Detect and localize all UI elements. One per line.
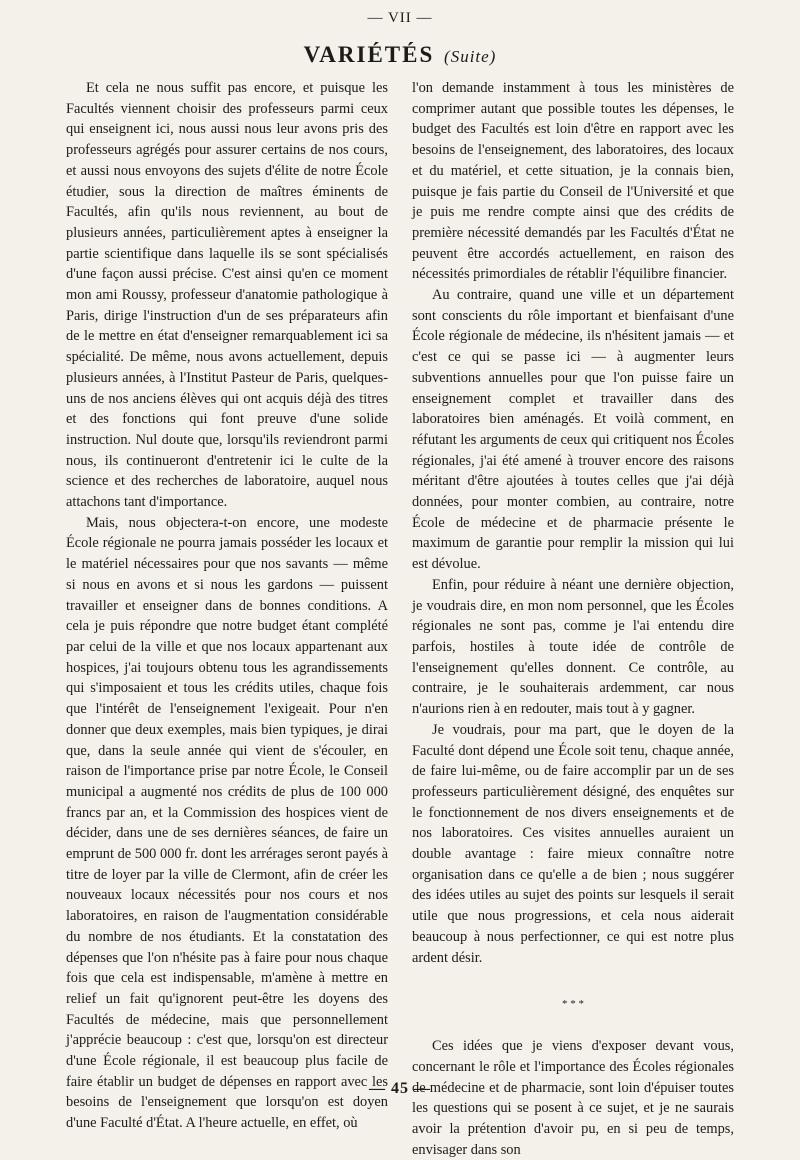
right-column: [412, 78, 734, 1160]
title-subtitle: (Suite): [444, 47, 497, 66]
page-number: — 45 —: [369, 1080, 431, 1097]
section-title: [0, 40, 800, 72]
paragraph: Ces idées que je viens d'exposer devant vous, concernant le rôle et l'importance des Écoles régionales de médecine et de pharmacie, sont loin d'épuiser toutes les questions qui se posent à ce sujet, et je ne saurais avoir la prétention d'avoir pu, en si peu de temps, envisager dans son: [412, 1038, 734, 1158]
paragraph: Enfin, pour réduire à néant une dernière objection, je voudrais dire, en mon nom personnel, que les Écoles régionales ne sont pas, comme je l'ai entendu dire parfois, hostiles à toute idée de contrôle de l'enseignement qu'elles donnent. Ce contrôle, au contraire, je le souhaiterais ardemment, car nous n'aurions rien à en redouter, mais tout à y gagner.: [412, 576, 734, 718]
left-column: [66, 78, 388, 1134]
paragraph: Je voudrais, pour ma part, que le doyen de la Faculté dont dépend une École soit tenu, chaque année, de faire lui-même, ou de faire accomplir par un de ses professeurs particulièrement désigné, des enquêtes sur le fonctionnement de nos divers enseignements et de nos laboratoires. Ces visites annuelles auraient un double avantage : faire mieux connaître notre organisation dans ce qu'elle a de bien ; nous suggérer des idées utiles au sujet des points sur lesquels il serait utile que nous progressions, et cela nous aiderait beaucoup à nous perfectionner, ce qui est notre plus ardent désir.: [412, 721, 734, 966]
paragraph: Et cela ne nous suffit pas encore, et puisque les Facultés viennent choisir des professeurs parmi ceux qui enseignent ici, nous aussi nous leur avons pris des professeurs agrégés pour assurer certains de nos cours, et aussi nous envoyons des sujets d'élite de notre École étudier, sous la direction de maîtres éminents de Facultés, afin qu'ils nous reviennent, au bout de plusieurs années, particulièrement aptes à enseigner la partie scientifique dans laquelle ils se sont spécialisés d'une façon aussi précise. C'est ainsi qu'en ce moment mon ami Roussy, professeur d'anatomie pathologique à Paris, dirige l'instruction d'un de ses préparateurs afin de le mettre en état d'enseigner remarquablement ici sa spécialité. De même, nous avons actuellement, depuis plusieurs années, à l'Institut Pasteur de Paris, quelques-uns de nos anciens élèves qui ont acquis déjà des titres et des fonctions qui font preuve d'une solide instruction. Nul doute que, lorsqu'ils reviendront parmi nous, ils continueront d'entretenir ici le culte de la science et des recherches de laboratoire, auquel nous attachons tant d'importance.: [66, 80, 388, 511]
paragraph: Au contraire, quand une ville et un département sont conscients du rôle important et bienfaisant d'une École régionale de médecine, ils n'hésitent jamais — et c'est ce qui se passe ici — à augmenter leurs subventions annuelles pour que l'on puisse faire un enseignement complet et travailler dans des laboratoires bien aménagés. Et voilà comment, en réfutant les arguments de ceux qui critiquent nos Écoles régionales, j'ai été amené à trouver encore des raisons méritant d'être ajoutées à toutes celles que j'ai déjà données, pour monter combien, au contraire, notre École de médecine et de pharmacie présente le maximum de garantie pour remplir la mission qui lui est dévolue.: [412, 287, 734, 573]
title-main: VARIÉTÉS: [303, 42, 435, 67]
paragraph: Mais, nous objectera-t-on encore, une modeste École régionale ne pourra jamais posséder les locaux et le matériel nécessaires pour que nos savants — même si nous en avons et si nous les gardons — puissent travailler et enseigner dans de bonnes conditions. A cela je puis répondre que notre budget étant complété par celui de la ville et que nos locaux appartenant aux hospices, j'ai toujours obtenu tous les agrandissements qui s'imposaient et tous les crédits utiles, chaque fois que l'intérêt de l'enseignement l'exigeait. Pour n'en donner que deux exemples, mais bien typiques, je dirai que, dans la seule année qui vient de s'écouler, en raison de l'importance prise par notre École, le Conseil municipal a augmenté nos crédits de plus de 100 000 francs par an, et la Commission des hospices vient de décider, dans une de ses dernières séances, de faire un emprunt de 500 000 fr. dont les arrérages seront payés à titre de loyer par la ville de Clermont, afin de créer les nouveaux locaux nécessités pour nos cours et nos laboratoires, en raison de l'augmentation considérable du nombre de nos étudiants. Et la constatation des dépenses que l'on n'hésite pas à faire pour nous chaque fois que cela est indispensable, m'amène à mettre en relief un fait qu'ignorent peut-être les doyens des Facultés de médecine, mais que personnellement j'apprécie beaucoup : c'est que, lorsqu'on est directeur d'une École régionale, il est beaucoup plus facile de faire établir un budget de dépenses en rapport avec les besoins de l'enseignement que lorsqu'on est doyen d'une Faculté d'État. A l'heure actuelle, en effet, où: [66, 514, 388, 1132]
asterism-separator: * * *: [562, 998, 584, 1011]
roman-page-number: — VII —: [367, 10, 433, 26]
paragraph-continued: l'on demande instamment à tous les ministères de comprimer autant que possible toutes les dépenses, le budget des Facultés est loin d'être en rapport avec les besoins de l'enseignement, des laboratoires, des locaux et du matériel, et cette situation, je la connais bien, puisque je fais partie du Conseil de l'Université et que je puis me rendre compte ainsi que des crédits de première nécessité demandés par les Facultés d'État ne peuvent être accordés actuellement, en raison des nécessités primordiales de rétablir l'équilibre financier.: [412, 80, 734, 283]
